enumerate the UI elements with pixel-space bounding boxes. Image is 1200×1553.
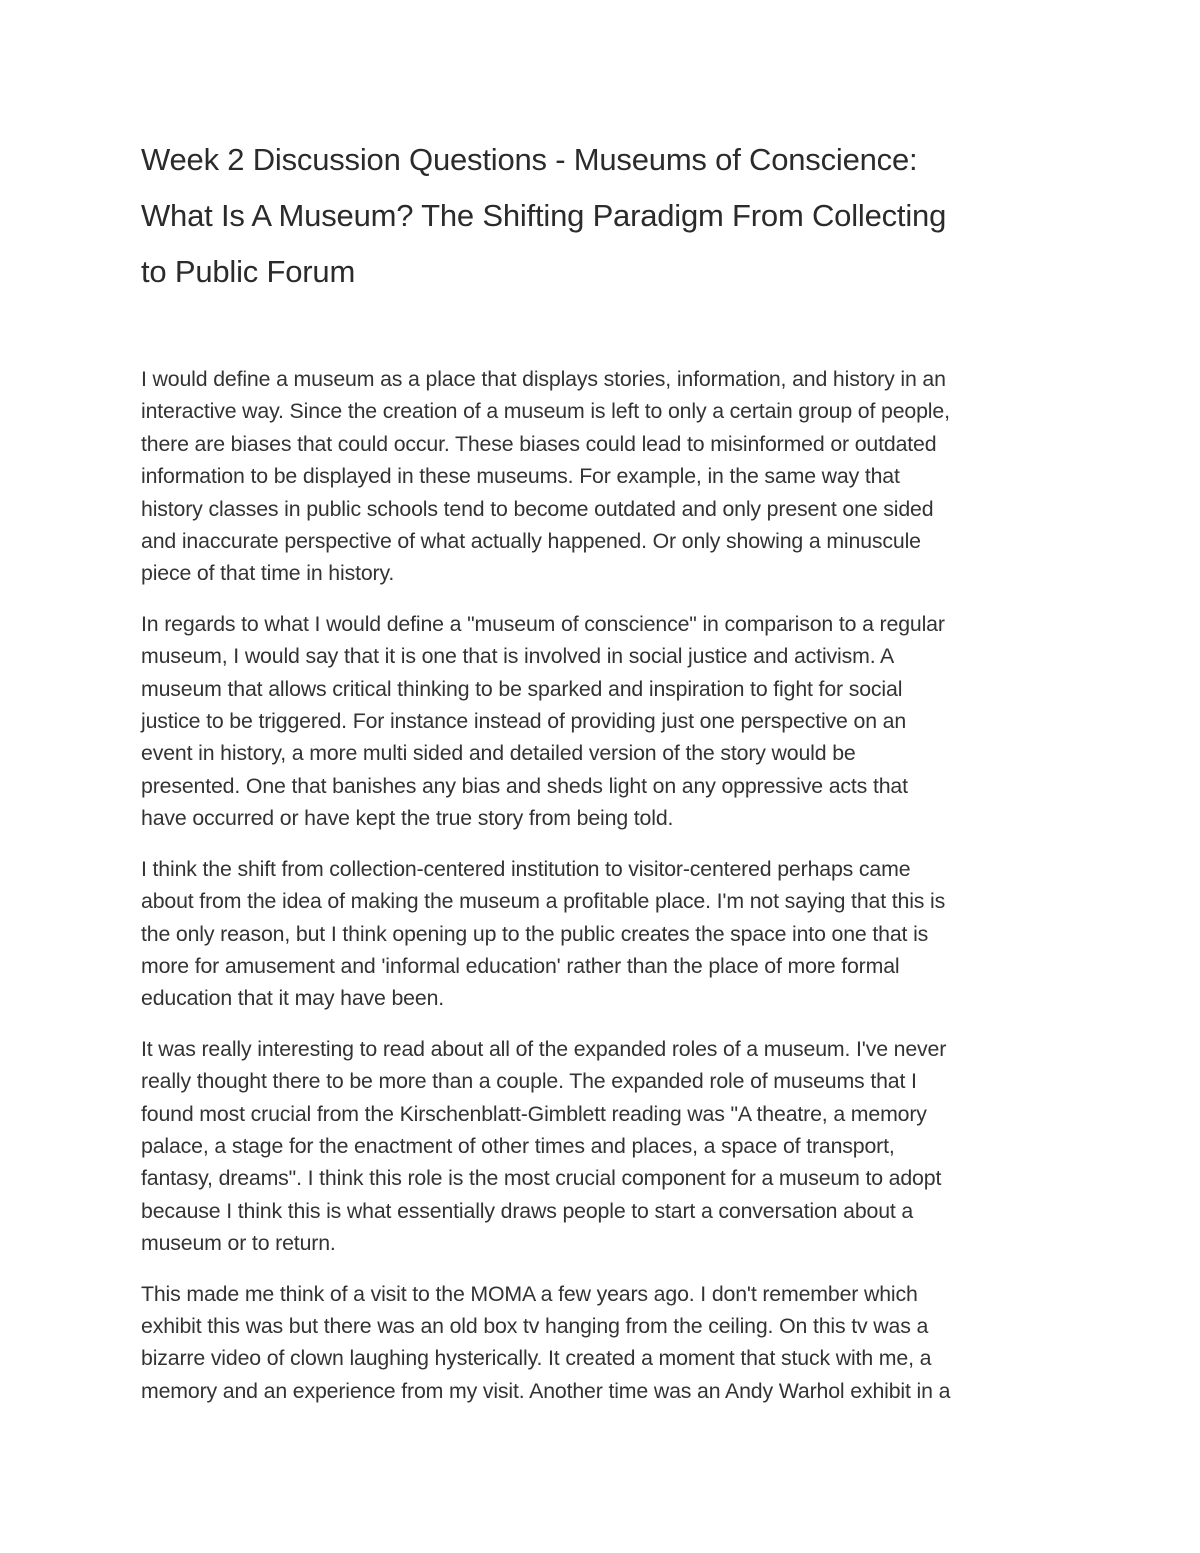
text-line: interactive way. Since the creation of a museum is left to only a certain group of people, (141, 399, 950, 424)
paragraph-expanded-roles (141, 1033, 1071, 1260)
text-line: palace, a stage for the enactment of other times and places, a space of transport, (141, 1133, 895, 1158)
text-line: museum that allows critical thinking to be sparked and inspiration to fight for social (141, 676, 903, 701)
text-line: have occurred or have kept the true story from being told. (141, 806, 674, 831)
text-line: It was really interesting to read about all of the expanded roles of a museum. I've never (141, 1036, 947, 1061)
text-line: because I think this is what essentially draws people to start a conversation about a (141, 1198, 914, 1223)
paragraph-museum-definition (141, 363, 1071, 590)
text-line: justice to be triggered. For instance instead of providing just one perspective on an (141, 709, 907, 734)
text-line: museum or to return. (141, 1231, 336, 1256)
paragraph-museum-of-conscience (141, 608, 1071, 835)
text-line: and inaccurate perspective of what actually happened. Or only showing a minuscule (141, 529, 921, 554)
text-line: fantasy, dreams". I think this role is the most crucial component for a museum to adopt (141, 1166, 942, 1191)
text-line: more for amusement and 'informal education' rather than the place of more formal (141, 953, 900, 978)
title-line: What Is A Museum? The Shifting Paradigm From Collecting (141, 198, 947, 233)
text-line: the only reason, but I think opening up to the public creates the space into one that is (141, 921, 929, 946)
text-line: about from the idea of making the museum a profitable place. I'm not saying that this is (141, 889, 946, 914)
text-line: I would define a museum as a place that displays stories, information, and history in an (141, 367, 946, 391)
page-title (141, 132, 1061, 300)
text-line: exhibit this was but there was an old box tv hanging from the ceiling. On this tv was a (141, 1313, 929, 1338)
text-line: event in history, a more multi sided and detailed version of the story would be (141, 741, 856, 766)
text-line: information to be displayed in these museums. For example, in the same way that (141, 464, 900, 489)
text-line: presented. One that banishes any bias and sheds light on any oppressive acts that (141, 773, 908, 798)
paragraph-visitor-centered-shift (141, 853, 1071, 1015)
text-line: history classes in public schools tend to become outdated and only present one sided (141, 496, 934, 521)
text-line: museum, I would say that it is one that is involved in social justice and activism. A (141, 644, 895, 669)
paragraph-moma-visit (141, 1278, 1071, 1408)
text-line: memory and an experience from my visit. Another time was an Andy Warhol exhibit in a (141, 1378, 951, 1403)
text-line: This made me think of a visit to the MOMA a few years ago. I don't remember which (141, 1281, 918, 1306)
text-line: I think the shift from collection-centered institution to visitor-centered perhaps came (141, 856, 911, 881)
text-line: really thought there to be more than a couple. The expanded role of museums that I (141, 1069, 917, 1094)
text-line: there are biases that could occur. These biases could lead to misinformed or outdated (141, 431, 937, 456)
document-body (141, 363, 1071, 1425)
text-line: education that it may have been. (141, 986, 445, 1011)
text-line: found most crucial from the Kirschenblatt-Gimblett reading was "A theatre, a memory (141, 1101, 927, 1126)
text-line: piece of that time in history. (141, 561, 395, 586)
title-line: Week 2 Discussion Questions - Museums of Conscience: (141, 142, 918, 177)
text-line: bizarre video of clown laughing hysterically. It created a moment that stuck with me, a (141, 1346, 932, 1371)
title-line: to Public Forum (141, 254, 356, 289)
text-line: In regards to what I would define a "museum of conscience" in comparison to a regular (141, 611, 945, 636)
document-page (141, 132, 1061, 1403)
